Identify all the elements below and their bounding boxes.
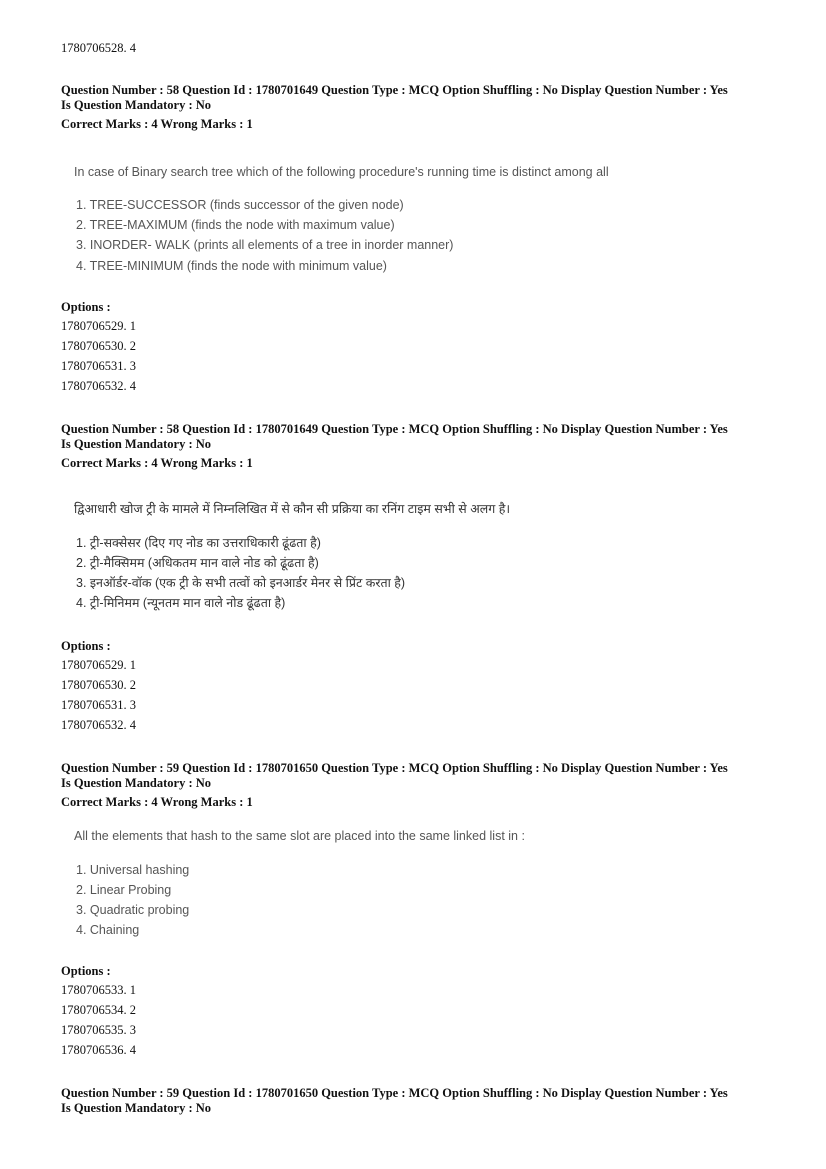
option-line: 1780706532. 4	[61, 718, 136, 732]
question-item: 2. Linear Probing	[76, 883, 172, 897]
question-item: 2. TREE-MAXIMUM (finds the node with maximum value)	[76, 218, 395, 232]
question-header: Question Number : 58 Question Id : 1780701649 Question Type : MCQ Option Shuffling : No Display Question Number : Yes	[61, 83, 728, 97]
question-header: Question Number : 58 Question Id : 1780701649 Question Type : MCQ Option Shuffling : No Display Question Number : Yes	[61, 422, 728, 436]
question-item: 3. INORDER- WALK (prints all elements of a tree in inorder manner)	[76, 238, 454, 252]
option-line: 1780706533. 1	[61, 983, 136, 997]
option-line: 1780706536. 4	[61, 1043, 136, 1057]
options-label: Options :	[61, 300, 111, 314]
question-item: 4. ट्री-मिनिमम (न्यूनतम मान वाले नोड ढूंढता है)	[76, 596, 286, 610]
question-item: 4. Chaining	[76, 923, 140, 937]
option-line: 1780706531. 3	[61, 359, 136, 373]
option-line: 1780706534. 2	[61, 1003, 136, 1017]
question-mandatory: Is Question Mandatory : No	[61, 1101, 212, 1115]
option-line: 1780706532. 4	[61, 379, 136, 393]
option-line: 1780706530. 2	[61, 339, 136, 353]
question-mandatory: Is Question Mandatory : No	[61, 776, 212, 790]
question-item: 1. Universal hashing	[76, 863, 190, 877]
question-item: 3. इनऑर्डर-वॉक (एक ट्री के सभी तत्वों को इनआर्डर मेनर से प्रिंट करता है)	[76, 576, 406, 590]
option-line: 1780706535. 3	[61, 1023, 136, 1037]
question-header: Question Number : 59 Question Id : 1780701650 Question Type : MCQ Option Shuffling : No Display Question Number : Yes	[61, 1086, 728, 1100]
question-item: 1. TREE-SUCCESSOR (finds successor of the given node)	[76, 198, 404, 212]
question-text: In case of Binary search tree which of the following procedure's running time is distinct among all	[74, 165, 609, 179]
question-mandatory: Is Question Mandatory : No	[61, 437, 212, 451]
options-label: Options :	[61, 964, 111, 978]
question-item: 3. Quadratic probing	[76, 903, 190, 917]
option-line: 1780706530. 2	[61, 678, 136, 692]
options-label: Options :	[61, 639, 111, 653]
question-marks: Correct Marks : 4 Wrong Marks : 1	[61, 456, 253, 470]
question-text: द्विआधारी खोज ट्री के मामले में निम्नलिखित में से कौन सी प्रक्रिया का रनिंग टाइम सभी से अलग है।	[74, 502, 511, 516]
previous-option-line: 1780706528. 4	[61, 41, 136, 55]
question-marks: Correct Marks : 4 Wrong Marks : 1	[61, 117, 253, 131]
question-mandatory: Is Question Mandatory : No	[61, 98, 212, 112]
question-item: 4. TREE-MINIMUM (finds the node with minimum value)	[76, 259, 387, 273]
question-header: Question Number : 59 Question Id : 1780701650 Question Type : MCQ Option Shuffling : No Display Question Number : Yes	[61, 761, 728, 775]
question-item: 1. ट्री-सक्सेसर (दिए गए नोड का उत्तराधिकारी ढूंढता है)	[76, 536, 321, 550]
option-line: 1780706529. 1	[61, 319, 136, 333]
option-line: 1780706531. 3	[61, 698, 136, 712]
question-text: All the elements that hash to the same slot are placed into the same linked list in :	[74, 829, 525, 843]
question-item: 2. ट्री-मैक्सिमम (अधिकतम मान वाले नोड को ढूंढता है)	[76, 556, 319, 570]
option-line: 1780706529. 1	[61, 658, 136, 672]
question-marks: Correct Marks : 4 Wrong Marks : 1	[61, 795, 253, 809]
